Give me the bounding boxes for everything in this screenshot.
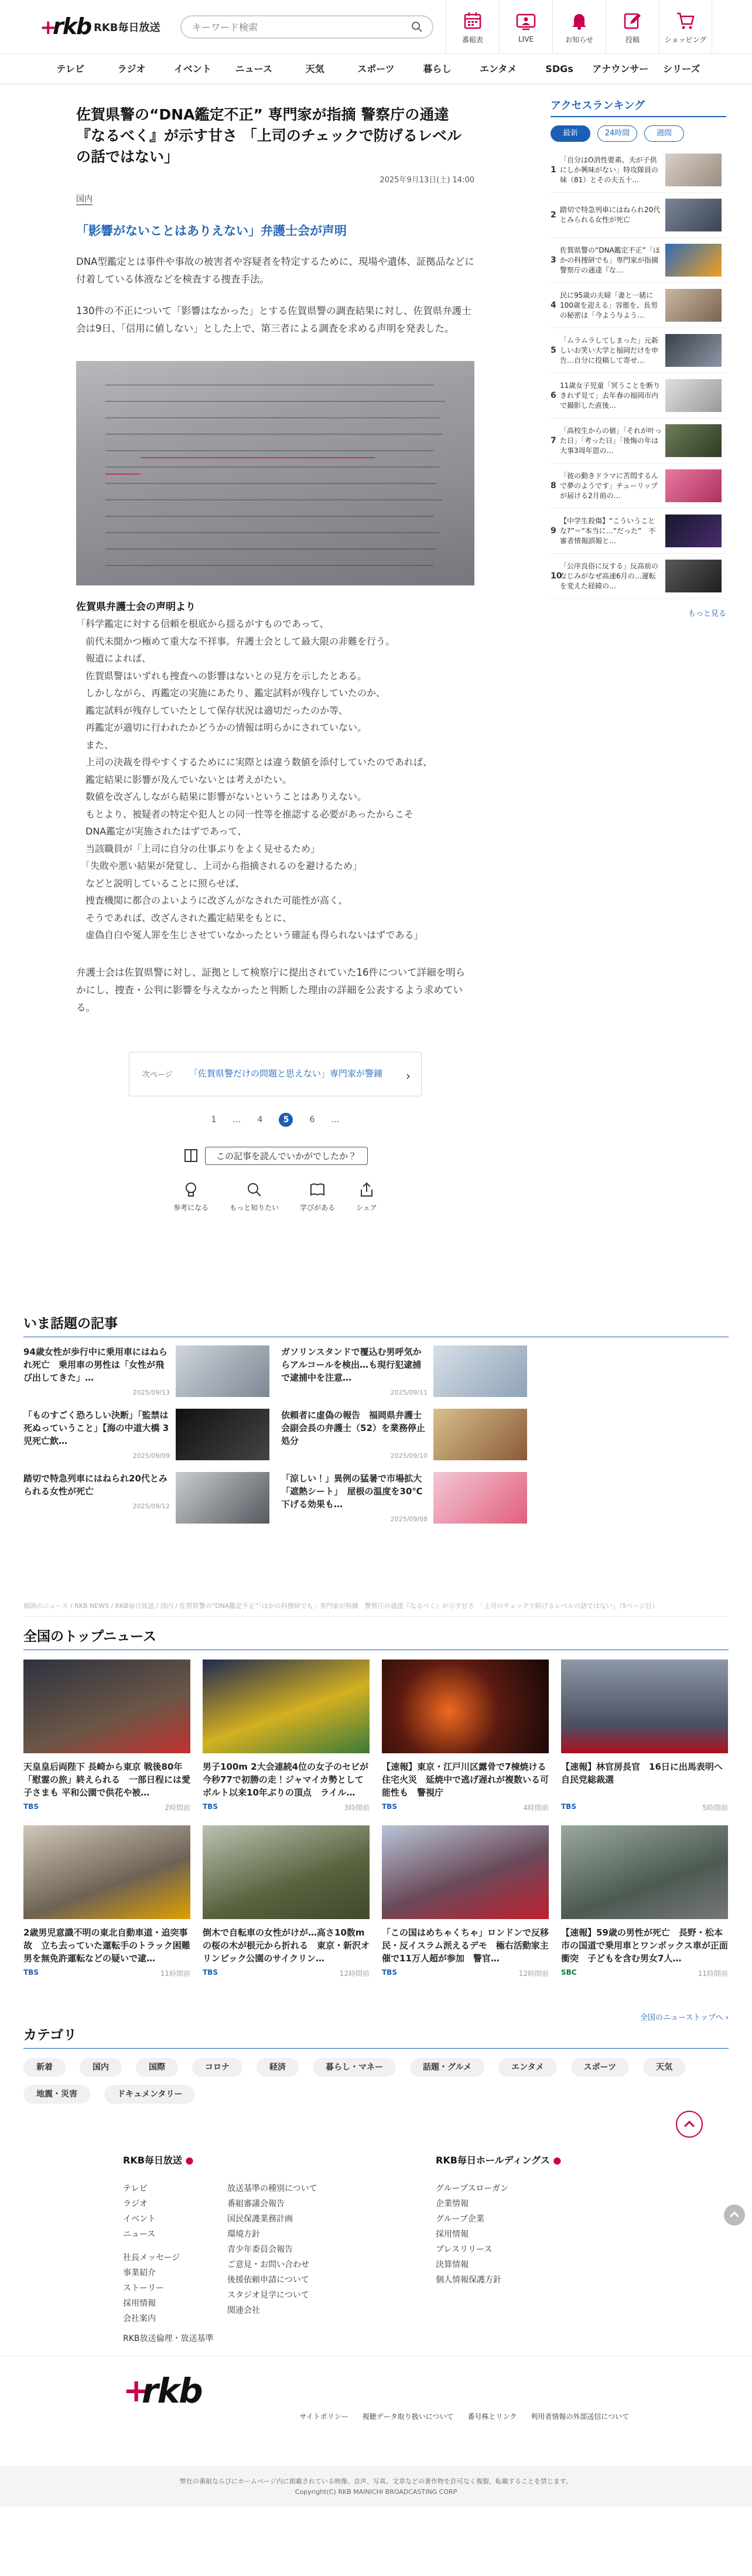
scroll-up-button[interactable] [724,2204,745,2226]
footer-policy-link[interactable]: 番号株とリンク [467,2413,517,2421]
footer-link[interactable]: プレスリリース [436,2245,493,2254]
reaction-label: 参考になる [173,1203,209,1212]
reaction-buttons [76,1181,474,1212]
access-ranking [551,97,726,618]
rank-number: 9 [551,526,556,536]
statement-quote [76,615,474,944]
quote-line: DNA鑑定が実施されたはずであって、 [76,826,247,837]
rank-title: 「公序良俗に反する」反高前のなじみがなぜ高速6月の…運転を変えた経緯の… [560,561,659,590]
pagination [76,1113,474,1127]
footer-link[interactable]: 環境方針 [227,2230,260,2239]
page-link[interactable]: 6 [309,1115,315,1125]
reaction-helpful-button[interactable] [173,1181,208,1212]
quote-line: 佐賀県警はいずれも捜査への影響はないとの見方を示したとある。 [76,670,367,682]
search-input[interactable] [192,16,409,38]
footer-link[interactable]: 国民保護業務計画 [227,2214,293,2224]
ranking-list [551,148,726,599]
news-source: TBS [23,1802,39,1811]
rank-number: 10 [551,571,562,581]
cart-icon [675,10,696,31]
topnews-thumbnail [203,1660,370,1753]
news-time: 2時間前 [165,1804,190,1812]
site-footer [0,2356,752,2438]
topnews-thumbnail [23,1825,190,1919]
trending-item-title: 94歳女性が歩行中に乗用車にはねられ死亡 乗用車の男性は「女性が飛び出してきた」… [23,1347,168,1383]
rkb-logo-mark: + rkb [123,2371,202,2411]
topnews-thumbnail [561,1825,728,1919]
ranking-tabs [551,125,726,142]
reaction-more-button[interactable] [230,1181,279,1212]
topnews-item[interactable] [203,1825,370,1978]
footer-col [123,2181,156,2242]
ranking-item[interactable] [551,509,726,554]
rank-thumbnail [665,560,722,592]
next-page-link[interactable] [129,1052,422,1096]
footer-link[interactable]: 会社案内 [123,2314,156,2323]
ranking-tab-24h[interactable]: 24時間 [597,125,637,142]
topnews-title-text: 全国のトップニュース [23,1629,157,1644]
breadcrumb[interactable]: 福岡のニュース / RKB NEWS / RKB毎日放送 / 国内 / 佐賀県警の“DNA鑑定不正”「ほかの科捜研でも」専門家が指摘 警察庁の通達『なるべく』が示す甘さ 「上司のチェックで防げるレベルの話ではない」（5ページ目） [23,1601,729,1617]
copyright-notice: 弊社の番組ならびにホームページ内に掲載されている映像、音声、写真、文章などの著作物を許可なく複製、転載することを禁じます。 [180,2478,572,2485]
post-button[interactable] [606,0,659,54]
footer-policy-links [300,2411,629,2421]
share-icon [358,1181,375,1198]
share-button[interactable] [356,1181,377,1212]
ranking-item[interactable] [551,464,726,509]
news-time: 12時間前 [518,1970,549,1978]
program-guide-button[interactable] [446,0,499,54]
trending-thumbnail [176,1409,269,1460]
reaction-label: もっと知りたい [230,1203,279,1212]
footer-link[interactable]: ストーリー [123,2284,164,2293]
news-source: TBS [382,1968,397,1977]
rank-number: 4 [551,301,556,310]
title-underline [23,2048,729,2049]
ranking-item[interactable] [551,373,726,418]
live-button[interactable] [499,0,552,54]
footer-col-title [436,2153,561,2166]
trending-thumbnail [433,1409,527,1460]
news-source: TBS [561,1802,576,1811]
quote-line: もとより、被疑者の特定や犯人との同一性等を推認する必要があったからこそ [76,808,413,820]
trending-section-title [23,1313,729,1337]
photo-caption: 佐賀県弁護士会の声明より [76,601,196,613]
category-chip[interactable]: 話題・グルメ [410,2058,484,2077]
news-time: 4時間前 [523,1804,549,1812]
quote-line: 当該職員が「上司に自分の仕事ぶりをよく見せるため」 [76,843,320,854]
trending-thumbnail [433,1345,527,1397]
article-subhead: 「影響がないことはありえない」弁護士会が声明 [76,224,347,238]
footer-link[interactable]: ラジオ [123,2199,148,2209]
trending-item-title: 「涼しい！」異例の猛暑で市場拡大「遮熱シート」 屋根の温度を30℃下げる効果も… [281,1473,423,1510]
topnews-thumbnail [382,1660,549,1753]
footer-col-title-text: RKB毎日ホールディングス [436,2155,550,2166]
trending-item-date: 2025/09/12 [132,1502,170,1510]
trending-item-title: 踏切で特急列車にはねられ20代とみられる女性が死亡 [23,1473,168,1497]
news-time: 3時間前 [344,1804,370,1812]
rank-title: 「自分はO消性要素、夫が子供にしか興味がない」特攻隊員の妹（81）とその夫五十… [560,155,659,184]
nav-item[interactable]: SDGs [545,63,573,74]
footer-link[interactable]: 社長メッセージ [123,2253,180,2262]
topnews-item-title: 天皇皇后両陛下 長崎から東京 戦後80年「慰霊の旅」終えられる 一部日程には愛子さまも 平和公園で供花や被… [23,1761,191,1798]
footer-logo[interactable] [123,2371,202,2411]
ranking-tab-weekly[interactable]: 週間 [644,125,684,142]
topnews-thumbnail [561,1660,728,1753]
category-title-text: カテゴリ [23,2028,77,2043]
ranking-item[interactable] [551,554,726,599]
footer-col [436,2181,508,2288]
chevron-right-icon: › [406,1068,411,1083]
live-label: LIVE [518,35,534,43]
rank-title: 民に95歳の夫婦「妻と一緒に100歳を迎える」容態を、長男の秘密は「今よう与よう… [560,291,658,319]
footer-policy-link[interactable]: 利用者情報の外部送信について [531,2413,629,2421]
footer-link[interactable]: 後援依頼申請について [227,2275,309,2285]
magnifier-icon [246,1181,262,1198]
footer-link[interactable]: 採用情報 [123,2299,156,2308]
page-link-current[interactable]: 5 [279,1113,293,1127]
next-page-title: 「佐賀県警だけの問題と思えない」専門家が警鐘 [189,1068,383,1079]
rank-thumbnail [665,424,722,457]
topnews-thumbnail [382,1825,549,1919]
quote-line: 鑑定試料が残存していたとして保存状況は適切だったのか等、 [76,704,348,716]
next-page-label: 次ページ [142,1071,173,1079]
external-link-icon: ● [185,2155,194,2166]
reaction-learn-button[interactable] [300,1181,335,1212]
site-header [0,0,752,54]
rank-title: 佐賀県警の“DNA鑑定不正”「ほかの科捜研でも」専門家が指摘 警察庁の通達『な… [560,246,666,274]
footer-link[interactable]: グループ企業 [436,2214,484,2224]
rank-number: 5 [551,346,556,355]
trending-item-title: ガソリンスタンドで覆込む男呼気からアルコールを検出…も現行犯逮捕で逮捕中を注意… [281,1347,422,1383]
trending-item-date: 2025/09/13 [132,1389,170,1396]
rank-title: 11歳女子児童「冥うことを断りきれず見て」去年春の福岡市内で撮影した直後… [560,381,661,410]
quote-line: 虚偽自白や冤人罪を生じさせていなかったという確証も得られないはずである」 [76,929,423,941]
trending-item[interactable] [281,1409,539,1460]
trending-item[interactable] [23,1345,281,1397]
rank-title: 踏切で特急列車にはねられ20代とみられる女性が死亡 [560,206,661,224]
article-paragraph: 130件の不正について「影響はなかった」とする佐賀県警の調査結果に対し、佐賀県弁護士会は9日、「信用に値しない」とした上で、第三者による調査を求める声明を発表した。 [76,305,471,334]
ranking-item[interactable] [551,328,726,373]
ranking-item[interactable] [551,283,726,328]
trending-item-date: 2025/09/09 [132,1452,170,1460]
trending-item[interactable] [281,1472,539,1524]
quote-line: 鑑定結果に影響が及んでいないとは考えがたい。 [76,774,292,785]
article-headline: 佐賀県警の“DNA鑑定不正” 専門家が指摘 警察庁の通達『なるべく』が示す甘さ 「上司のチェックで防げるレベルの話ではない」 [76,106,462,165]
back-to-top-button[interactable] [676,2111,703,2138]
news-time: 5時間前 [702,1804,728,1812]
ranking-item[interactable] [551,418,726,464]
trending-title-text: いま話題の記事 [23,1316,118,1331]
nav-item[interactable]: ニュース [235,63,272,74]
ranking-more-link[interactable]: もっと見る [688,609,726,618]
lightbulb-icon [183,1181,199,1198]
shopping-button[interactable] [659,0,712,54]
ranking-title: アクセスランキング [551,97,726,117]
ranking-item[interactable] [551,238,726,283]
topnews-item[interactable] [561,1660,732,1812]
article-category-link[interactable]: 国内 [76,193,93,205]
trending-thumbnail [176,1472,269,1524]
topnews-item-title: 男子100m 2大会連続4位の女子のセビが今秒77で初勝の走！ジャマイカ勢として ボルト以来10年ぶりの頂点 ライル… [203,1761,372,1798]
footer-link[interactable]: 放送基準の種別について [227,2184,317,2193]
program-guide-label: 番組表 [462,35,483,44]
calendar-icon [462,10,483,31]
search-icon[interactable] [411,21,423,33]
category-list [23,2058,703,2104]
quote-line: 前代未聞かつ極めて重大な不祥事。弁護士会として最大限の非難を行う。 [76,635,395,647]
rank-number: 1 [551,165,556,175]
post-label: 投稿 [625,35,640,44]
trending-list [23,1345,539,1524]
logo-text: RKB毎日放送 [94,22,160,34]
quote-line: 「科学鑑定に対する信頼を根底から揺るがすものであって、 [76,618,329,629]
quote-line: 数値を改ざんしながら結果に影響がないということはありえない。 [76,791,367,802]
topnews-item[interactable] [382,1660,549,1812]
quote-line: 「失敗や悪い結果が発覚し、上司から指摘されるのを避けるため」 [76,860,363,871]
news-time: 11時間前 [160,1970,190,1978]
category-chip[interactable]: スポーツ [571,2058,629,2077]
nav-item[interactable]: アナウンサー [592,63,649,74]
quote-line: 報道によれば、 [76,653,152,664]
trending-item-date: 2025/09/10 [390,1452,428,1460]
rank-thumbnail [665,334,722,367]
rank-thumbnail [665,469,722,502]
search-box [180,15,433,39]
quote-line: しかしながら、再鑑定の実施にあたり、鑑定試料が残存していたのか、 [76,687,386,698]
rank-title: 「ムラムラしてしまった」元新しいお笑い大学と福岡だけを申告…自分に投稿して寄せ… [560,336,659,364]
copyright-text: Copyright(C) RKB MAINICHI BROADCASTING CORP [295,2488,457,2496]
topnews-item[interactable] [382,1825,549,1978]
book-icon [183,1147,199,1164]
rank-thumbnail [665,154,722,186]
article-date: 2025年9月13日(土) 14:00 [380,176,474,185]
news-time: 11時間前 [698,1970,728,1978]
nav-item[interactable]: テレビ [56,63,85,74]
shopping-label: ショッピング [664,35,707,44]
rank-number: 7 [551,436,556,445]
reaction-label: 学びがある [300,1203,336,1212]
topnews-item-title: 【速報】林官房長官 16日に出馬表明へ 自民党総裁選 [561,1761,732,1785]
topnews-item[interactable] [23,1660,190,1812]
article-paragraph: 弁護士会は佐賀県警に対し、証拠として検察庁に提出されていた16件について詳細を明らかにし、捜査・公判に影響を与えなかったと判断した理由の詳細を公表するよう求めている。 [76,966,466,1013]
feedback-prompt [76,1147,474,1165]
copyright [0,2466,752,2507]
topnews-item[interactable] [203,1660,370,1812]
category-chip[interactable]: 地震・災害 [23,2085,90,2104]
quote-line: また、 [76,739,114,751]
nav-item[interactable]: 暮らし [423,63,452,74]
footer-link[interactable]: グループスローガン [436,2184,509,2193]
feedback-question: この記事を読んでいかがでしたか？ [205,1147,368,1165]
chevron-up-icon [724,2204,745,2226]
rank-title: 「高校生からの値」「それが叶った日」「考った日」「後悔の年は大事3周年恩の… [560,426,662,455]
footer-link[interactable]: 採用情報 [436,2230,469,2239]
rank-thumbnail [665,199,722,231]
nav-item[interactable]: シリーズ [663,63,700,74]
footer-link[interactable]: 決算情報 [436,2260,469,2270]
nav-item[interactable]: イベント [173,63,211,74]
rank-number: 2 [551,210,556,220]
header-icon-menu [446,0,712,54]
article-paragraph: DNA型鑑定とは事件や事故の被害者や容疑者を特定するために、現場や遺体、証拠品などに付着している体液などを検査する捜査手法。 [76,256,474,285]
footer-link[interactable]: RKB放送倫理・放送基準 [123,2334,214,2343]
category-chip[interactable]: 暮らし・マネー [313,2058,396,2077]
trending-item[interactable] [23,1472,281,1524]
pencil-icon [622,10,643,31]
footer-col [227,2181,317,2318]
quote-line: 上司の決裁を得やすくするためにに実際とは違う数値を添付していたのであれば、 [76,757,433,768]
ranking-tab-latest[interactable]: 最新 [551,125,590,142]
trending-item[interactable] [281,1345,539,1397]
category-chip[interactable]: 新着 [23,2058,66,2077]
bell-icon [569,10,590,31]
rank-thumbnail [665,289,722,322]
topnews-section-title [23,1626,729,1650]
topnews-item[interactable] [561,1825,728,1978]
page-ellipsis: … [233,1115,241,1125]
rank-thumbnail [665,514,722,547]
ranking-item[interactable] [551,148,726,193]
tv-icon [515,11,536,32]
news-time: 12時間前 [339,1970,370,1978]
topnews-thumbnail [203,1825,370,1919]
category-chip[interactable]: 天気 [643,2058,685,2077]
trending-item-title: 依頼者に虚偽の報告 福岡県弁護士会副会長の弁護士（52）を業務停止処分 [281,1410,425,1446]
footer-link[interactable]: 関連会社 [227,2306,260,2315]
trending-item-date: 2025/09/11 [390,1389,428,1396]
rank-number: 6 [551,391,556,400]
category-chip[interactable]: 経済 [257,2058,299,2077]
statement-photo [76,361,474,585]
topnews-grid [23,1660,732,1978]
category-section-title [23,2024,729,2049]
topnews-item-title: 【速報】59歳の男性が死亡 長野・松本市の国道で乗用車とワンボックス車が正面衝突 子どもを含む男女7人… [561,1927,728,1964]
footer-col [123,2250,214,2346]
topnews-thumbnail [23,1660,190,1753]
category-chip[interactable]: ドキュメンタリー [104,2085,195,2104]
footer-link[interactable]: 番組審議会報告 [227,2199,285,2209]
footer-link[interactable]: イベント [123,2214,156,2224]
notice-label: お知らせ [565,35,593,44]
trending-thumbnail [433,1472,527,1524]
global-nav [0,54,752,84]
news-source: TBS [382,1802,397,1811]
rank-thumbnail [665,244,722,277]
footer-link[interactable]: テレビ [123,2184,148,2193]
quote-line: 再鑑定が適切に行われたかどうかの情報は明らかにされていない。 [76,722,367,733]
category-chip[interactable]: 国際 [136,2058,178,2077]
topnews-item-title: 【速報】東京・江戸川区露骨で7棟焼ける住宅火災 延焼中で逃げ遅れが複数いる可能性も 警視庁 [382,1761,549,1798]
category-chip[interactable]: エンタメ [498,2058,556,2077]
footer-link[interactable]: 事業紹介 [123,2268,156,2278]
footer-link[interactable]: 企業情報 [436,2199,469,2209]
news-source: SBC [561,1968,577,1977]
category-chip[interactable]: コロナ [192,2058,242,2077]
footer-link[interactable]: 青少年委員会報告 [227,2245,293,2254]
external-link-icon: ● [553,2155,562,2166]
footer-policy-link[interactable]: サイトポリシー [299,2413,348,2421]
page-link[interactable]: 1 [211,1115,217,1125]
nav-item[interactable]: エンタメ [480,63,517,74]
page-link[interactable]: 4 [257,1115,263,1125]
quote-line: そうであれば、改ざんされた鑑定結果をもとに、 [76,912,292,924]
page-ellipsis: … [331,1115,340,1125]
footer-link[interactable]: スタジオ見学について [227,2291,309,2300]
topnews-item-title: 倒木で自転車の女性がけが…高さ10数mの桜の木が根元から折れる 東京・新沢オリンピック公園のサイクリン… [203,1927,370,1964]
footer-link[interactable]: ご意見・お問い合わせ [227,2260,309,2270]
category-chip[interactable]: 国内 [80,2058,122,2077]
chevron-up-icon [677,2112,702,2137]
nav-item[interactable]: スポーツ [357,63,395,74]
nav-item[interactable]: ラジオ [117,63,146,74]
news-source: TBS [203,1968,218,1977]
rank-number: 8 [551,481,556,490]
book-icon [309,1181,326,1198]
rank-number: 3 [551,255,556,265]
quote-line: 捜査機関に都合のよいように改ざんがなされた可能性が高く、 [76,895,348,906]
rank-title: 【中学生殺傷】“こういうことな?”＝“本当に…“だった” 不審者情報誤報と… [560,516,656,545]
footer-link[interactable]: 個人情報保護方針 [436,2275,501,2285]
trending-item-date: 2025/09/08 [390,1515,428,1523]
trending-item-title: 「ものすごく恐ろしい決断」「監禁は死ぬっていうこと」【海の中道大橋 3児死亡飲… [23,1410,169,1446]
footer-col-title-text: RKB毎日放送 [123,2155,182,2166]
footer-policy-link[interactable]: 視聴データ取り扱いについて [362,2413,454,2421]
rank-thumbnail [665,379,722,412]
quote-line: などと説明していることに照らせば、 [76,877,245,889]
ranking-item[interactable] [551,193,726,238]
all-news-link[interactable]: 全国のニューストップへ › [640,2013,729,2022]
trending-item[interactable] [23,1409,281,1460]
topnews-item-title: 2歳男児意識不明の東北自動車道・追突事故 立ち去っていた運転手のトラック困難男を無免許運転などの疑いで逮… [23,1927,190,1964]
news-source: TBS [203,1802,218,1811]
news-source: TBS [23,1968,39,1977]
rank-title: 「彼の動きドラマに苦悶するんで夢のようです」チューリップが届ける2月前の… [560,471,659,500]
article [76,104,474,1212]
notice-button[interactable] [552,0,606,54]
trending-thumbnail [176,1345,269,1397]
footer-col-title [123,2153,193,2166]
topnews-item-title: 「この国はめちゃくちゃ」ロンドンで反移民・反イスラム派えるデモ 極右活動家主催で11万人超が参加 警官… [382,1927,549,1964]
site-logo[interactable] [40,15,160,39]
nav-item[interactable]: 天気 [305,63,324,74]
rkb-logo-mark: + rkb [40,13,91,39]
topnews-item[interactable] [23,1825,190,1978]
reaction-label: シェア [356,1203,377,1212]
footer-link[interactable]: ニュース [123,2230,156,2239]
